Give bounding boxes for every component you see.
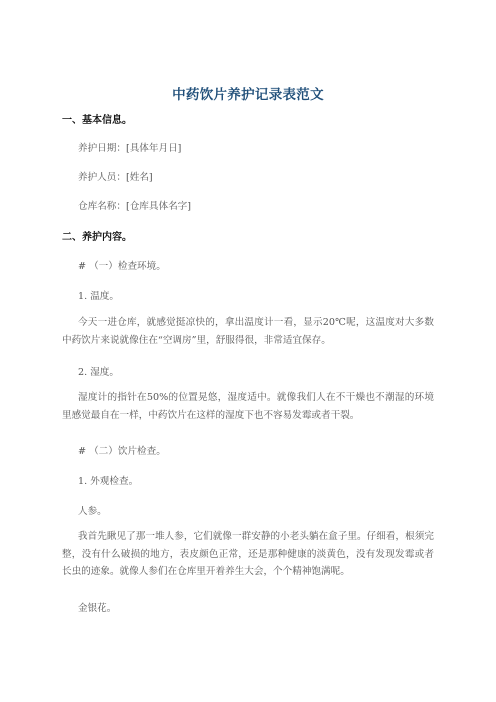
item-temperature: 1. 温度。 bbox=[78, 291, 119, 302]
paragraph-temperature: 今天一进仓库，就感觉挺凉快的，拿出温度计一看，显示20℃呢，这温度对大多数中药饮片来说就像住在“空调房”里，舒服得很，非常适宜保存。 bbox=[62, 317, 434, 346]
paragraph-ginseng: 我首先瞅见了那一堆人参，它们就像一群安静的小老头躺在盒子里。仔细看，根须完整，没有什么破损的地方，表皮颜色正常，还是那种健康的淡黄色，没有发现发霉或者长虫的迹象。就像人参们在仓库里开着养生大会，个个精神饱满呢。 bbox=[62, 531, 434, 577]
field-warehouse-name: 仓库名称：[仓库具体名字] bbox=[78, 201, 192, 212]
herb-ginseng: 人参。 bbox=[78, 506, 107, 517]
field-maintenance-staff: 养护人员：[姓名] bbox=[78, 172, 153, 183]
field-maintenance-date: 养护日期：[具体年月日] bbox=[78, 143, 182, 154]
document-title: 中药饮片养护记录表范文 bbox=[172, 87, 324, 103]
item-appearance-check: 1. 外观检查。 bbox=[78, 476, 139, 487]
section-heading-basic-info: 一、基本信息。 bbox=[62, 115, 132, 126]
subheading-environment: # （一）检查环境。 bbox=[78, 261, 166, 272]
item-humidity: 2. 湿度。 bbox=[78, 367, 119, 378]
section-heading-maintenance: 二、养护内容。 bbox=[62, 232, 132, 243]
subheading-slice-check: # （二）饮片检查。 bbox=[78, 446, 166, 457]
paragraph-humidity: 湿度计的指针在50%的位置晃悠，湿度适中。就像我们人在不干燥也不潮湿的环境里感觉最自在一样，中药饮片在这样的湿度下也不容易发霉或者干裂。 bbox=[62, 392, 434, 421]
herb-honeysuckle: 金银花。 bbox=[78, 603, 117, 614]
